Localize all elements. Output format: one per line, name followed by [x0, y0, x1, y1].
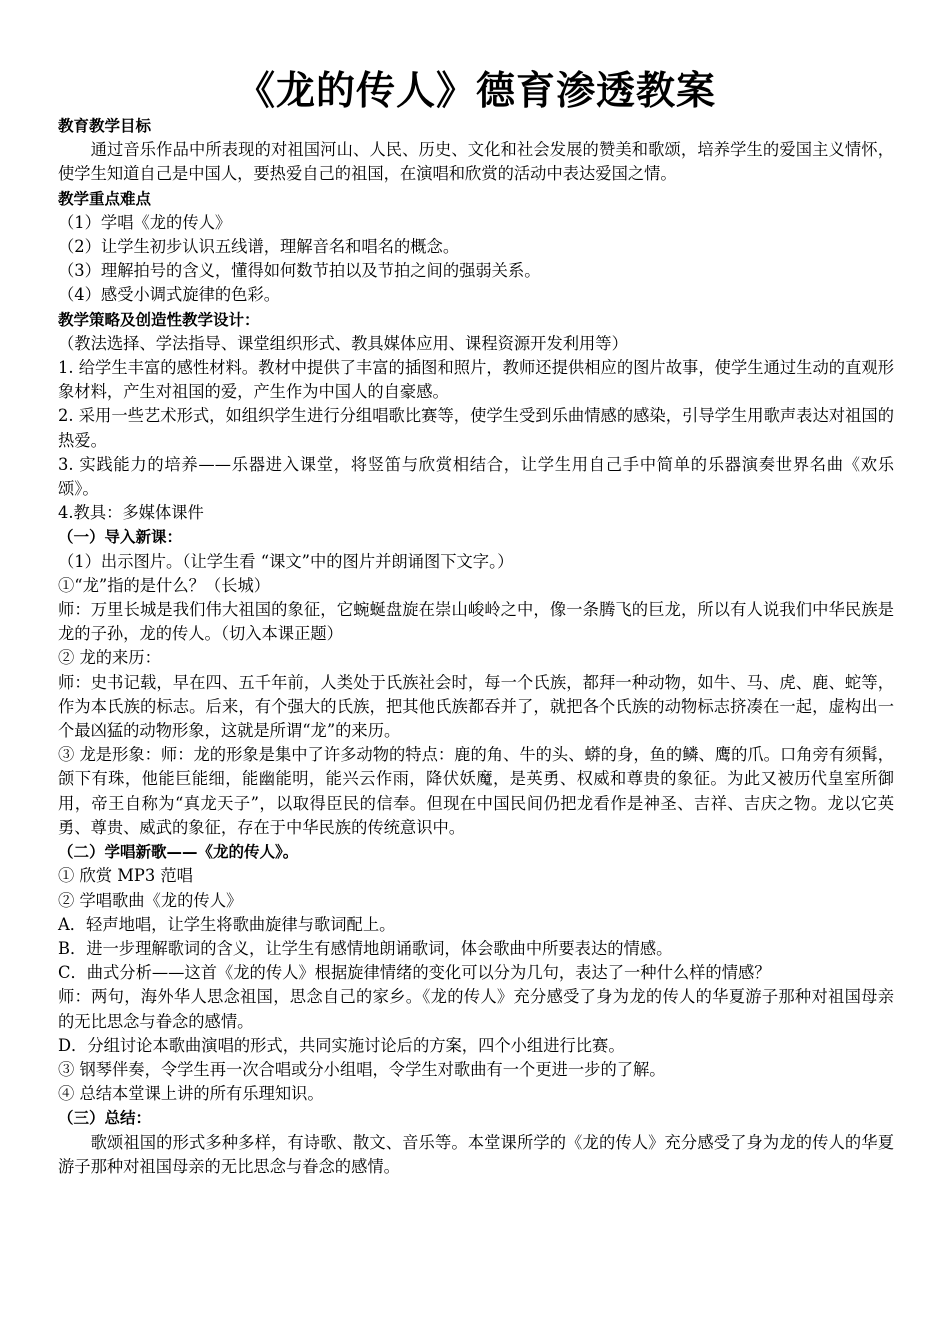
part1-line: （1）出示图片。（让学生看 “课文”中的图片并朗诵图下文字。）	[58, 551, 514, 571]
page-title: 《龙的传人》德育渗透教案	[235, 69, 716, 114]
strategy-item: 2. 采用一些艺术形式，如组织学生进行分组唱歌比赛等，使学生受到乐曲情感的感染，引导学生用歌声表达对祖国的热爱。	[58, 406, 894, 450]
strategy-item: 4.教具：多媒体课件	[58, 503, 204, 523]
part2-line: 师：两句，海外华人思念祖国，思念自己的家乡。《龙的传人》充分感受了身为龙的传人的华夏游子那种对祖国母亲的无比思念与眷念的感情。	[58, 987, 894, 1031]
goal-heading: 教育教学目标	[58, 117, 152, 135]
part1-line: ② 龙的来历：	[58, 648, 161, 668]
key-item: （1）学唱《龙的传人》	[58, 212, 232, 232]
part2-line: B．进一步理解歌词的含义，让学生有感情地朗诵歌词，体会歌曲中所要表达的情感。	[58, 938, 673, 958]
part2-line: ③ 钢琴伴奏，令学生再一次合唱或分小组唱，令学生对歌曲有一个更进一步的了解。	[58, 1059, 666, 1079]
strategy-heading: 教学策略及创造性教学设计：	[58, 310, 260, 329]
part1-line: 师：万里长城是我们伟大祖国的象征，它蜿蜒盘旋在崇山峻岭之中，像一条腾飞的巨龙，所以有人说我们中华民族是龙的子孙，龙的传人。（切入本课正题）	[58, 600, 894, 644]
part2-line: ④ 总结本堂课上讲的所有乐理知识。	[58, 1084, 324, 1104]
strategy-note: （教法选择、学法指导、课堂组织形式、教具媒体应用、课程资源开发利用等）	[58, 333, 628, 353]
part1-line: ①“龙”指的是什么？（长城）	[58, 575, 271, 595]
key-heading: 教学重点难点	[58, 189, 152, 208]
part1-heading: （一）导入新课：	[58, 528, 183, 547]
part1-line: ③ 龙是形象：师：龙的形象是集中了许多动物的特点：鹿的角、牛的头、蟒的身，鱼的鳞、鹰的爪。口角旁有须髯，颌下有珠，他能巨能细，能幽能明，能兴云作雨，降伏妖魔，是英勇、权威和尊贵的象征。为此又被历代皇室所御用，帝王自称为“真龙天子”，以取得臣民的信奉。但现在中国民间仍把龙看作是神圣、吉祥、吉庆之物。龙以它英勇、尊贵、威武的象征，存在于中华民族的传统意识中。	[58, 745, 894, 837]
goal-text: 通过音乐作品中所表现的对祖国河山、人民、历史、文化和社会发展的赞美和歌颂，培养学生的爱国主义情怀，使学生知道自己是中国人，要热爱自己的祖国，在演唱和欣赏的活动中表达爱国之情。	[58, 140, 894, 184]
part1-line: 师：史书记载，早在四、五千年前，人类处于氏族社会时，每一个氏族，都拜一种动物，如牛、马、虎、鹿、蛇等，作为本氏族的标志。后来，有个强大的氏族，把其他氏族都吞并了，就把各个氏族的动物标志挤凑在一起，虚构出一个最凶猛的动物形象，这就是所谓“龙”的来历。	[58, 672, 894, 741]
part2-heading: （二）学唱新歌——《龙的传人》。	[58, 843, 299, 862]
strategy-item: 1. 给学生丰富的感性材料。教材中提供了丰富的插图和照片，教师还提供相应的图片故事，使学生通过生动的直观形象材料，产生对祖国的爱，产生作为中国人的自豪感。	[58, 358, 894, 402]
strategy-item: 3. 实践能力的培养——乐器进入课堂，将竖笛与欣赏相结合，让学生用自己手中简单的乐器演奏世界名曲《欢乐颂》。	[58, 454, 894, 499]
part2-line: C．曲式分析——这首《龙的传人》根据旋律情绪的变化可以分为几句，表达了一种什么样的情感？	[58, 963, 771, 983]
part2-line: ① 欣赏 MP3 范唱	[58, 866, 193, 886]
key-item: （3）理解拍号的含义，懂得如何数节拍以及节拍之间的强弱关系。	[58, 261, 541, 281]
part2-line: A．轻声地唱，让学生将歌曲旋律与歌词配上。	[58, 914, 396, 934]
part3-heading: （三）总结：	[58, 1109, 152, 1128]
key-item: （4）感受小调式旋律的色彩。	[58, 285, 281, 305]
part2-line: ② 学唱歌曲《龙的传人》	[58, 890, 243, 910]
key-item: （2）让学生初步认识五线谱，理解音名和唱名的概念。	[58, 237, 460, 257]
part3-text: 歌颂祖国的形式多种多样，有诗歌、散文、音乐等。本堂课所学的《龙的传人》充分感受了身为龙的传人的华夏游子那种对祖国母亲的无比思念与眷念的感情。	[58, 1132, 894, 1176]
part2-line: D．分组讨论本歌曲演唱的形式，共同实施讨论后的方案，四个小组进行比赛。	[58, 1035, 625, 1055]
